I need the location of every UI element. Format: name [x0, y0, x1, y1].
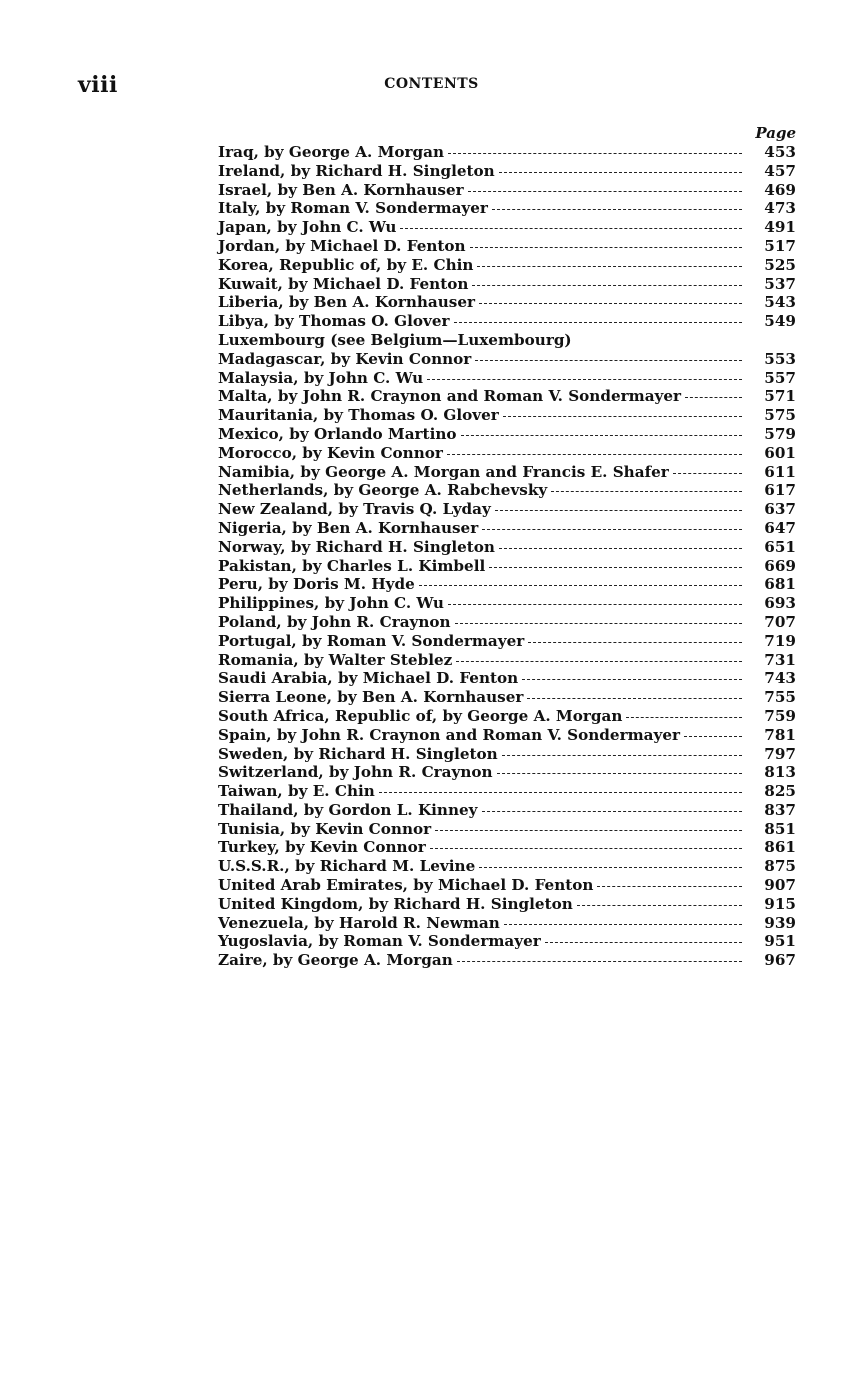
toc-entry-page: 469 [764, 180, 796, 199]
toc-entry-page: 707 [764, 612, 796, 631]
toc-entry-page: 951 [764, 932, 796, 951]
toc-entry-page: 637 [764, 500, 796, 519]
toc-entry-page: 731 [764, 650, 796, 669]
toc-entry-title: Poland, by John R. Craynon [218, 612, 451, 631]
toc-entry [218, 763, 796, 782]
toc-entry-page: 549 [764, 312, 796, 331]
dot-leader [472, 285, 742, 286]
toc-entry-page: 601 [764, 443, 796, 462]
toc-entry-title: Malaysia, by John C. Wu [218, 368, 424, 387]
toc-entry-title: Thailand, by Gordon L. Kinney [218, 800, 478, 819]
toc-entry-page: 797 [764, 744, 796, 763]
toc-entry-title: Malta, by John R. Craynon and Roman V. Sondermayer [218, 387, 682, 406]
dot-leader [489, 567, 742, 568]
toc-entry-title: Norway, by Richard H. Singleton [218, 537, 495, 556]
dot-leader [527, 698, 742, 699]
toc-entry [218, 669, 796, 688]
toc-entry [218, 425, 796, 444]
toc-entry-title: Morocco, by Kevin Connor [218, 443, 443, 462]
toc-entry-title: Saudi Arabia, by Michael D. Fenton [218, 669, 519, 688]
toc-entry-title: United Kingdom, by Richard H. Singleton [218, 894, 573, 913]
toc-entry [218, 463, 796, 482]
toc-entry-title: Japan, by John C. Wu [218, 218, 397, 237]
toc-entry-title: Netherlands, by George A. Rabchevsky [218, 481, 548, 500]
toc-entry-page: 967 [764, 951, 796, 970]
toc-entry-title: Pakistan, by Charles L. Kimbell [218, 556, 486, 575]
toc-entry [218, 519, 796, 538]
toc-entry [218, 876, 796, 895]
dot-leader [545, 942, 742, 943]
toc-entry-page: 851 [764, 819, 796, 838]
dot-leader [419, 585, 742, 586]
dot-leader [479, 303, 742, 304]
dot-leader [499, 172, 742, 173]
dot-leader [461, 435, 742, 436]
toc-entry [218, 914, 796, 933]
toc-entry-title: Venezuela, by Harold R. Newman [218, 913, 500, 932]
toc-entry [218, 801, 796, 820]
dot-leader [454, 322, 742, 323]
toc-entry-title: Italy, by Roman V. Sondermayer [218, 199, 488, 218]
dot-leader [457, 961, 742, 962]
toc-entry [218, 218, 796, 237]
toc-entry [218, 293, 796, 312]
toc-entry [218, 782, 796, 801]
toc-entry-title: Spain, by John R. Craynon and Roman V. Sondermayer [218, 725, 680, 744]
toc-entry-page: 875 [764, 857, 796, 876]
toc-entry [218, 500, 796, 519]
toc-entry [218, 857, 796, 876]
toc-entry-title: United Arab Emirates, by Michael D. Fenton [218, 876, 594, 895]
toc-entry [218, 444, 796, 463]
toc-entry-title: Luxembourg (see Belgium—Luxembourg) [218, 330, 572, 349]
toc-entry-title: Iraq, by George A. Morgan [218, 143, 445, 161]
toc-entry-page: 781 [764, 725, 796, 744]
toc-entry [218, 369, 796, 388]
dot-leader [430, 848, 742, 849]
toc-entry-title: Israel, by Ben A. Kornhauser [218, 180, 464, 199]
toc-entry [218, 932, 796, 951]
toc-entry [218, 387, 796, 406]
dot-leader [447, 454, 742, 455]
toc-entry-page: 579 [764, 424, 796, 443]
toc-entry [218, 613, 796, 632]
dot-leader [468, 191, 742, 192]
toc-entry [218, 181, 796, 200]
toc-entry-page: 939 [764, 913, 796, 932]
running-head: CONTENTS [384, 76, 479, 92]
toc-entry [218, 406, 796, 425]
dot-leader [528, 642, 742, 643]
dot-leader [479, 867, 742, 868]
toc-entry-title: Peru, by Doris M. Hyde [218, 575, 415, 594]
toc-entry-page: 813 [764, 763, 796, 782]
toc-entry [218, 838, 796, 857]
toc-entry-title: Namibia, by George A. Morgan and Francis E. Shafer [218, 462, 669, 481]
toc-entry-page: 553 [764, 349, 796, 368]
toc-entry [218, 199, 796, 218]
toc-entry-page: 611 [764, 462, 796, 481]
toc-entry-title: Philippines, by John C. Wu [218, 594, 444, 613]
dot-leader [470, 247, 742, 248]
dot-leader [684, 736, 742, 737]
toc-entry-title: Portugal, by Roman V. Sondermayer [218, 631, 525, 650]
toc-entry-title: Yugoslavia, by Roman V. Sondermayer [218, 932, 541, 951]
toc-entry-page: 647 [764, 518, 796, 537]
dot-leader [400, 228, 742, 229]
toc-entry [218, 575, 796, 594]
dot-leader [504, 924, 742, 925]
toc-entry-page: 907 [764, 876, 796, 895]
toc-entry [218, 538, 796, 557]
toc-entry [218, 256, 796, 275]
dot-leader [597, 886, 742, 887]
dot-leader [502, 755, 742, 756]
dot-leader [482, 529, 742, 530]
toc-entry-page: 837 [764, 800, 796, 819]
toc-entry-page: 617 [764, 481, 796, 500]
toc-entry-page: 915 [764, 894, 796, 913]
toc-entry-page: 759 [764, 706, 796, 725]
toc-entry-page: 825 [764, 782, 796, 801]
toc-entry-title: South Africa, Republic of, by George A. Morgan [218, 706, 623, 725]
toc-entry-page: 651 [764, 537, 796, 556]
dot-leader [448, 604, 742, 605]
toc-entry-page: 491 [764, 218, 796, 237]
dot-leader [427, 379, 742, 380]
dot-leader [448, 153, 742, 154]
toc-entry-page: 719 [764, 631, 796, 650]
toc-entry-title: Nigeria, by Ben A. Kornhauser [218, 518, 479, 537]
dot-leader [456, 661, 742, 662]
toc-entry [218, 331, 796, 350]
toc-entry [218, 275, 796, 294]
toc-entry [218, 162, 796, 181]
dot-leader [455, 623, 742, 624]
toc-entry-page: 693 [764, 594, 796, 613]
toc-entry-page: 517 [764, 236, 796, 255]
toc-entry [218, 143, 796, 162]
dot-leader [499, 548, 742, 549]
toc-entry [218, 237, 796, 256]
toc-entry-page: 575 [764, 406, 796, 425]
toc-entry-page: 681 [764, 575, 796, 594]
toc-entry-title: Korea, Republic of, by E. Chin [218, 255, 474, 274]
page-folio: viii [78, 72, 118, 98]
toc-entry-title: Kuwait, by Michael D. Fenton [218, 274, 469, 293]
dot-leader [475, 360, 742, 361]
dot-leader [477, 266, 742, 267]
dot-leader [522, 679, 742, 680]
toc-entry-page: 453 [764, 143, 796, 161]
dot-leader [435, 830, 742, 831]
toc-entry-title: New Zealand, by Travis Q. Lyday [218, 500, 491, 519]
toc-entry-title: Taiwan, by E. Chin [218, 782, 375, 801]
toc-entry-title: Libya, by Thomas O. Glover [218, 312, 450, 331]
toc-entry [218, 707, 796, 726]
toc-entry [218, 481, 796, 500]
toc-entry-title: Madagascar, by Kevin Connor [218, 349, 472, 368]
dot-leader [497, 773, 742, 774]
dot-leader [495, 510, 742, 511]
toc-entry-page: 473 [764, 199, 796, 218]
toc-entry-title: Zaire, by George A. Morgan [218, 951, 453, 970]
toc-entry-page: 861 [764, 838, 796, 857]
toc-entry-title: Liberia, by Ben A. Kornhauser [218, 293, 476, 312]
toc-entry-title: Sweden, by Richard H. Singleton [218, 744, 498, 763]
toc-entry-title: Sierra Leone, by Ben A. Kornhauser [218, 688, 524, 707]
toc-entry-title: Jordan, by Michael D. Fenton [218, 236, 466, 255]
page-column-heading: Page [755, 124, 796, 142]
toc-entry [218, 726, 796, 745]
toc-entry-page: 669 [764, 556, 796, 575]
toc-entry [218, 651, 796, 670]
dot-leader [492, 209, 742, 210]
dot-leader [551, 491, 742, 492]
toc-entry-title: Switzerland, by John R. Craynon [218, 763, 493, 782]
toc-entry-title: Turkey, by Kevin Connor [218, 838, 426, 857]
table-of-contents [218, 124, 796, 970]
toc-list [218, 143, 796, 970]
toc-entry-page: 557 [764, 368, 796, 387]
dot-leader [503, 416, 742, 417]
toc-entry-page: 537 [764, 274, 796, 293]
dot-leader [482, 811, 742, 812]
dot-leader [379, 792, 742, 793]
toc-entry-title: Tunisia, by Kevin Connor [218, 819, 432, 838]
toc-entry [218, 594, 796, 613]
toc-entry-title: U.S.S.R., by Richard M. Levine [218, 857, 476, 876]
toc-entry [218, 312, 796, 331]
dot-leader [577, 905, 742, 906]
toc-entry [218, 688, 796, 707]
toc-entry [218, 557, 796, 576]
toc-entry-page: 543 [764, 293, 796, 312]
toc-entry-page: 457 [764, 161, 796, 180]
toc-entry-page: 525 [764, 255, 796, 274]
dot-leader [685, 397, 742, 398]
dot-leader [673, 473, 742, 474]
toc-entry-title: Mauritania, by Thomas O. Glover [218, 406, 499, 425]
dot-leader [626, 717, 742, 718]
toc-entry [218, 820, 796, 839]
toc-entry-page: 571 [764, 387, 796, 406]
toc-entry [218, 745, 796, 764]
toc-entry [218, 350, 796, 369]
toc-entry-page: 743 [764, 669, 796, 688]
toc-entry [218, 895, 796, 914]
toc-entry [218, 632, 796, 651]
toc-entry [218, 951, 796, 970]
toc-entry-page: 755 [764, 688, 796, 707]
toc-entry-title: Ireland, by Richard H. Singleton [218, 161, 495, 180]
toc-entry-title: Romania, by Walter Steblez [218, 650, 453, 669]
toc-entry-title: Mexico, by Orlando Martino [218, 424, 457, 443]
